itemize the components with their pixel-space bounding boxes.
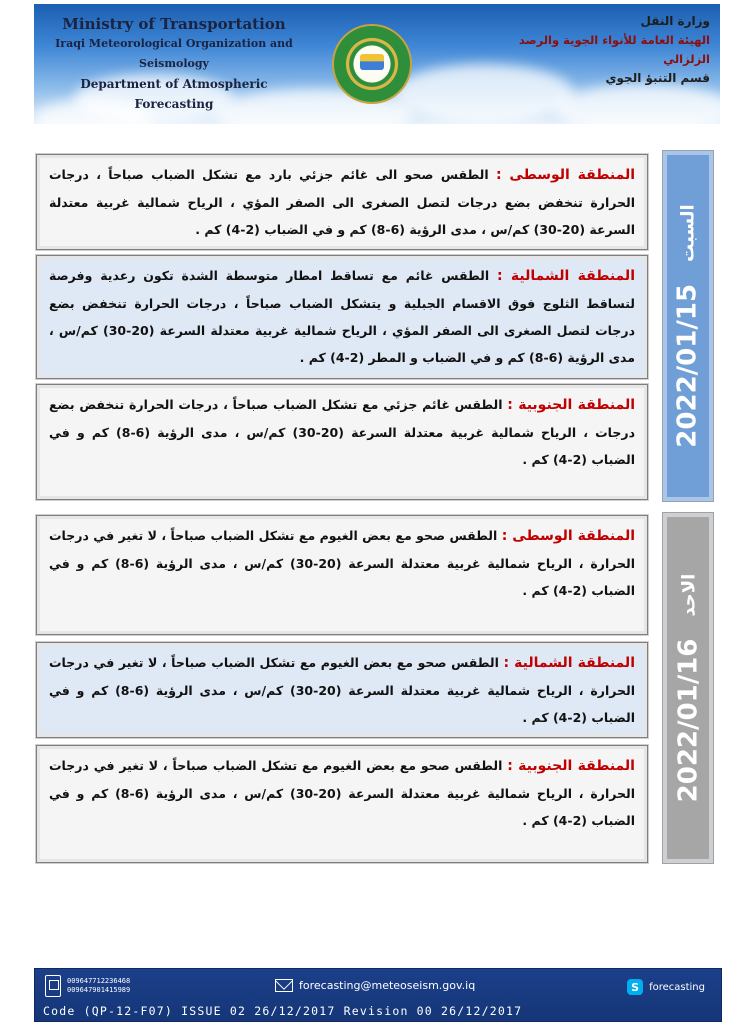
organization-title-en: Iraqi Meteorological Organization and Seismology bbox=[55, 37, 293, 70]
footer-bar bbox=[34, 968, 722, 1022]
day-date: 2022/01/16 bbox=[673, 638, 704, 803]
region-name: المنطقة الشمالية : bbox=[496, 268, 635, 284]
day-tab-saturday bbox=[662, 150, 714, 502]
ministry-title-ar: وزارة النقل bbox=[640, 14, 710, 28]
region-name: المنطقة الوسطى : bbox=[501, 528, 635, 544]
phone-contact bbox=[45, 975, 130, 997]
header-arabic bbox=[490, 12, 710, 88]
forecast-region-south-day2 bbox=[36, 745, 648, 863]
email-contact[interactable] bbox=[275, 979, 475, 992]
region-name: المنطقة الوسطى : bbox=[495, 167, 636, 183]
region-forecast-text: الطقس غائم مع تساقط امطار متوسطة الشدة تكون رعدية وفرصة لتساقط الثلوج فوق الاقسام الجبلية و يتشكل الضباب صباحاً ، درجات الحرارة تنخفض بضع درجات لتصل الصغرى الى الصفر المؤي ، الرياح شمالية غربية معتدلة السرعة (20-30) كم/س ، مدى الرؤية (6-8) كم و في الضباب و المطر (2-4) كم . bbox=[49, 268, 635, 365]
region-forecast-text: الطقس صحو مع بعض الغيوم مع تشكل الضباب صباحاً ، لا تغير في درجات الحرارة ، الرياح شمالية غربية معتدلة السرعة (20-30) كم/س ، مدى الرؤية (6-8) كم و في الضباب (2-4) كم . bbox=[49, 528, 635, 598]
organization-title-ar: الهيئة العامة للأنواء الجوية والرصد الزلزالي bbox=[518, 33, 710, 66]
day-date: 2022/01/15 bbox=[673, 283, 703, 448]
day-tab-sunday bbox=[662, 512, 714, 864]
forecast-region-central-day1 bbox=[36, 154, 648, 250]
forecast-region-north-day1 bbox=[36, 255, 648, 379]
day-name: الاحد bbox=[677, 573, 699, 617]
forecast-region-central-day2 bbox=[36, 515, 648, 635]
logo-emblem bbox=[334, 26, 410, 102]
phone-number-2: 009647901415989 bbox=[67, 986, 131, 994]
phone-icon bbox=[45, 975, 61, 997]
header-english bbox=[44, 14, 304, 114]
skype-contact[interactable] bbox=[627, 979, 705, 995]
region-forecast-text: الطقس صحو مع بعض الغيوم مع تشكل الضباب صباحاً ، لا تغير في درجات الحرارة ، الرياح شمالية غربية معتدلة السرعة (20-30) كم/س ، مدى الرؤية (6-8) كم و في الضباب (2-4) كم . bbox=[49, 655, 635, 725]
phone-number-1: 009647712236468 bbox=[67, 977, 131, 985]
ministry-title-en: Ministry of Transportation bbox=[62, 15, 286, 33]
forecast-region-south-day1 bbox=[36, 384, 648, 500]
document-code: Code (QP-12-F07) ISSUE 02 26/12/2017 Revision 00 26/12/2017 bbox=[43, 1004, 523, 1018]
department-title-en: Department of Atmospheric Forecasting bbox=[80, 77, 268, 111]
forecast-region-north-day2 bbox=[36, 642, 648, 738]
region-name: المنطقة الشمالية : bbox=[503, 655, 635, 671]
department-title-ar: قسم التنبؤ الجوي bbox=[605, 71, 710, 85]
skype-handle[interactable]: forecasting bbox=[649, 981, 705, 993]
header-banner bbox=[34, 4, 720, 124]
email-address[interactable]: forecasting@meteoseism.gov.iq bbox=[299, 979, 476, 992]
region-forecast-text: الطقس صحو مع بعض الغيوم مع تشكل الضباب صباحاً ، لا تغير في درجات الحرارة ، الرياح شمالية غربية معتدلة السرعة (20-30) كم/س ، مدى الرؤية (6-8) كم و في الضباب (2-4) كم . bbox=[49, 758, 635, 828]
region-name: المنطقة الجنوبية : bbox=[507, 758, 635, 774]
day-name: السبت bbox=[677, 204, 699, 262]
mail-icon bbox=[275, 979, 293, 992]
region-name: المنطقة الجنوبية : bbox=[507, 397, 636, 413]
skype-icon: S bbox=[627, 979, 643, 995]
region-forecast-text: الطقس صحو الى غائم جزئي بارد مع تشكل الضباب صباحاً ، درجات الحرارة تنخفض بضع درجات لتصل الصغرى الى الصفر المؤي ، الرياح شمالية غربية معتدلة السرعة (20-30) كم/س ، مدى الرؤية (6-8) كم و في الضباب (2-4) كم . bbox=[49, 167, 635, 237]
region-forecast-text: الطقس غائم جزئي مع تشكل الضباب صباحاً ، درجات الحرارة تنخفض بضع درجات ، الرياح شمالية غربية معتدلة السرعة (20-30) كم/س ، مدى الرؤية (6-8) كم و في الضباب (2-4) كم . bbox=[49, 397, 635, 467]
